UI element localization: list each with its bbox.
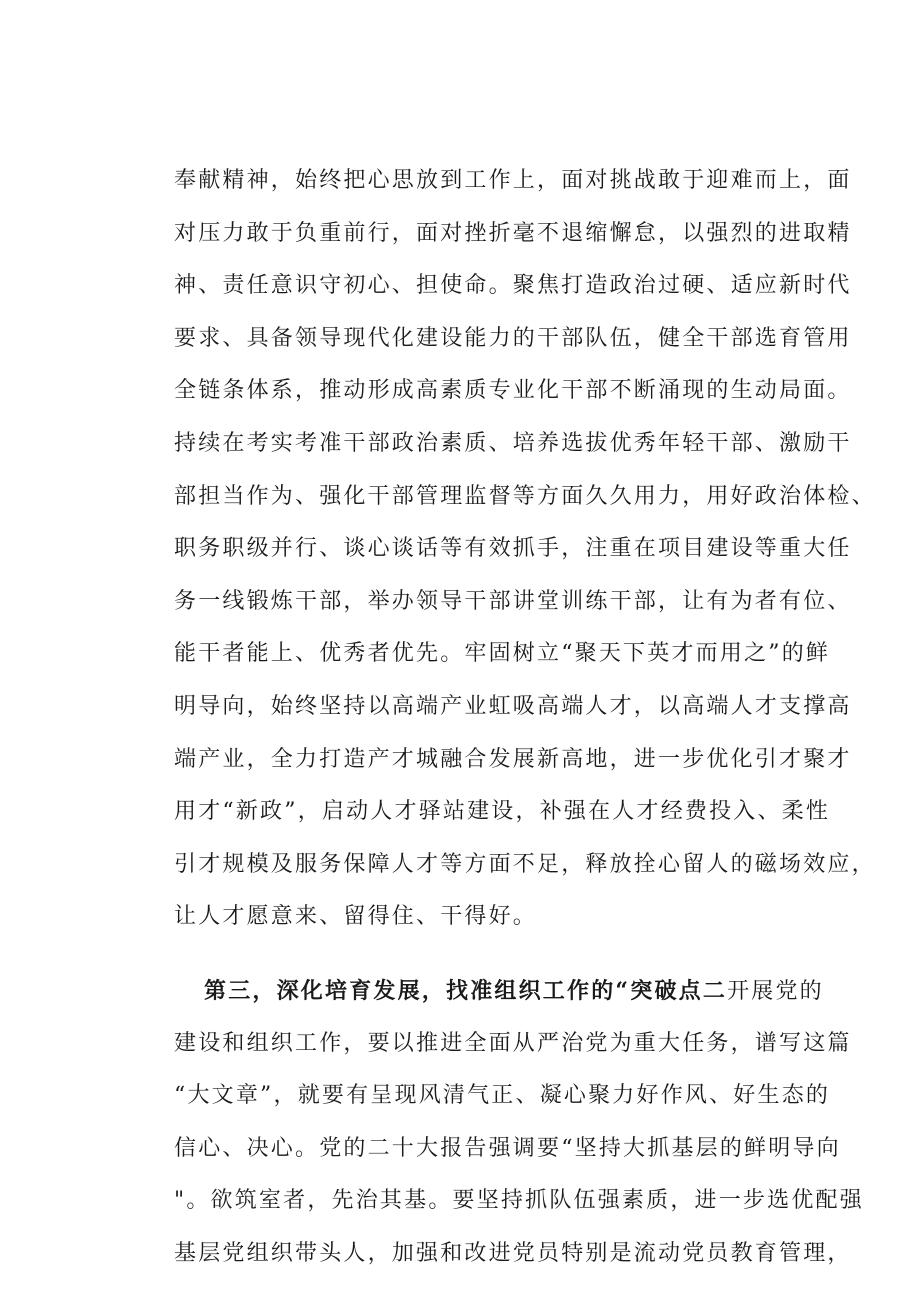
text-line: 神、责任意识守初心、担使命。聚焦打造政治过硬、适应新时代: [174, 273, 852, 299]
text-line: 让人才愿意来、留得住、干得好。: [174, 904, 538, 930]
text-line: 务一线锻炼干部，举办领导干部讲堂训练干部，让有为者有位、: [174, 588, 852, 614]
text-line: 奉献精神，始终把心思放到工作上，面对挑战敢于迎难而上，面: [174, 168, 852, 193]
document-body: [174, 155, 876, 1280]
text-line: 引才规模及服务保障人才等方面不足，释放拴心留人的磁场效应，: [174, 851, 876, 877]
text-line: 职务职级并行、谈心谈话等有效抓手，注重在项目建设等重大任: [174, 536, 852, 562]
text-line: 对压力敢于负重前行，面对挫折毫不退缩懈怠，以强烈的进取精: [174, 220, 852, 246]
text-line: 能干者能上、优秀者优先。牢固树立“聚天下英才而用之”的鲜: [174, 641, 831, 667]
text-line: 部担当作为、强化干部管理监督等方面久久用力，用好政治体检、: [174, 483, 876, 509]
text-line: 基层党组织带头人，加强和改进党员特别是流动党员教育管理，: [174, 1240, 852, 1266]
paragraph-2-first-line: [174, 965, 834, 1018]
text-line: 全链条体系，推动形成高素质专业化干部不断涌现的生动局面。: [174, 378, 852, 404]
text-line: 建设和组织工作，要以推进全面从严治党为重大任务，谱写这篇: [174, 1030, 852, 1056]
paragraph-2: [174, 965, 864, 1281]
text-line: "。欲筑室者，先治其基。要坚持抓队伍强素质，进一步选优配强: [174, 1188, 864, 1214]
text-line: 持续在考实考准干部政治素质、培养选拔优秀年轻干部、激励干: [174, 430, 852, 456]
text-line: 要求、具备领导现代化建设能力的干部队伍，健全干部选育管用: [174, 325, 852, 351]
paragraph-gap: [174, 944, 834, 965]
section-heading: 第三，深化培育发展，找准组织工作的“突破点二: [204, 977, 728, 1004]
text-line: 信心、决心。党的二十大报告强调要“坚持大抓基层的鲜明导向: [174, 1135, 841, 1161]
text-line: “大文章”，就要有呈现风清气正、凝心聚力好作风、好生态的: [174, 1083, 831, 1109]
paragraph-1: [174, 155, 876, 944]
text-line: 端产业，全力打造产才城融合发展新高地，进一步优化引才聚才: [174, 746, 852, 772]
text-run: 开展党的: [727, 978, 824, 1004]
text-line: 用才“新政”，启动人才驿站建设，补强在人才经费投入、柔性: [174, 799, 831, 825]
text-line: 明导向，始终坚持以高端产业虹吸高端人才，以高端人才支撑高: [174, 693, 852, 719]
